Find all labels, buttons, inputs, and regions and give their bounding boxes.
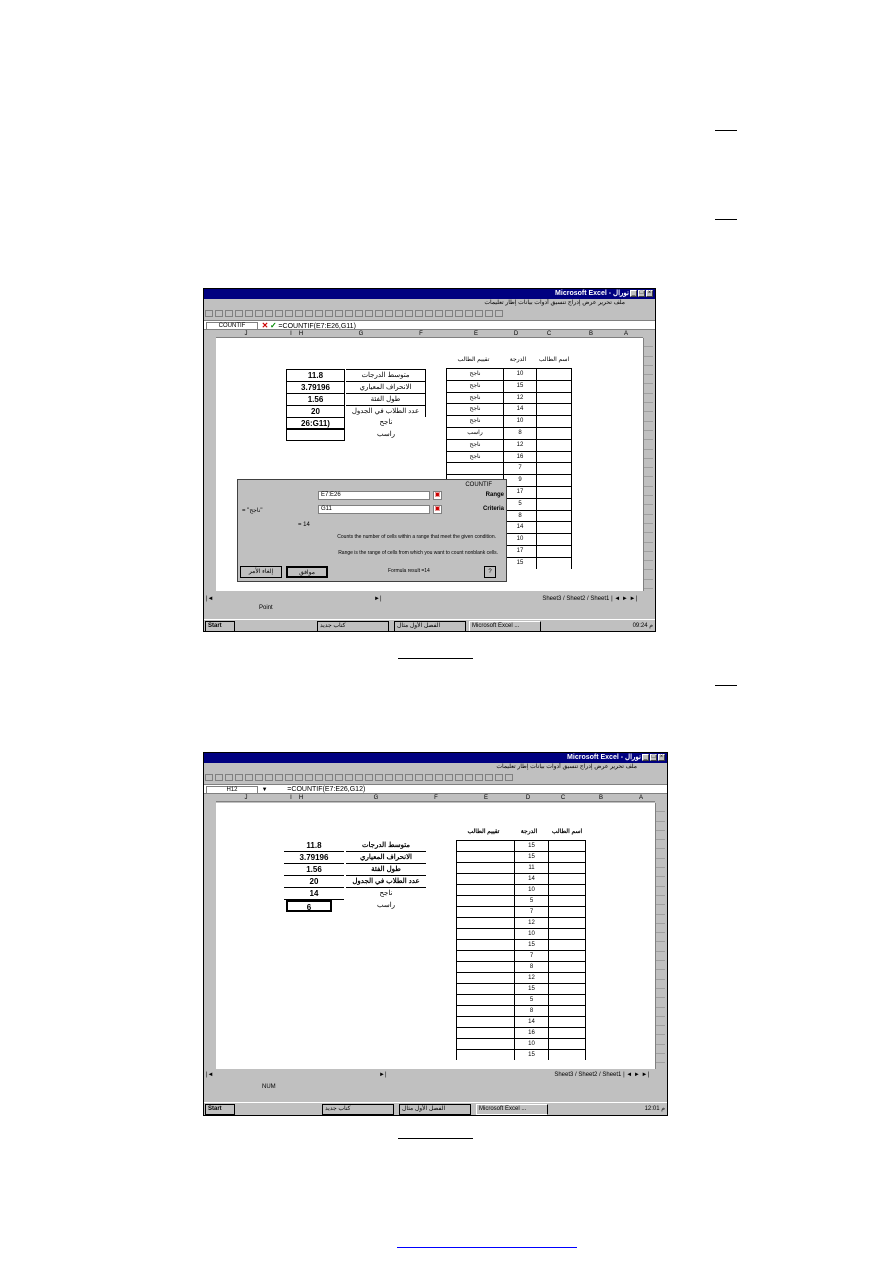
grade-cell[interactable]: 12 xyxy=(503,392,536,404)
row-number[interactable] xyxy=(644,450,653,459)
eval-cell[interactable]: ناجح xyxy=(446,439,503,451)
eval-cell[interactable] xyxy=(456,939,514,950)
ok-button[interactable]: موافق xyxy=(286,566,328,578)
stat-count[interactable]: 20 xyxy=(284,876,344,888)
formula-text[interactable]: =COUNTIF(E7:E26,G12) xyxy=(287,786,366,793)
title-bar: Microsoft Excel - نورال xyxy=(204,753,667,763)
row-number[interactable] xyxy=(644,580,653,589)
status-mode: Point xyxy=(259,605,273,611)
eval-cell[interactable]: ناجح xyxy=(446,368,503,380)
excel-window-1 xyxy=(203,288,656,632)
row-number[interactable] xyxy=(644,459,653,468)
grade-cell[interactable]: 15 xyxy=(514,851,548,862)
row-headers xyxy=(643,338,653,591)
name-cell[interactable] xyxy=(536,545,572,557)
eval-cell[interactable] xyxy=(446,462,503,474)
eval-cell[interactable]: ناجح xyxy=(446,451,503,463)
menu-bar[interactable]: ملف تحرير عرض إدراج تنسيق أدوات بيانات إطار تعليمات xyxy=(204,763,667,773)
stat-failed[interactable] xyxy=(286,429,345,441)
cancel-x-icon[interactable]: ✕ xyxy=(261,321,269,330)
table-row xyxy=(446,427,572,439)
name-cell[interactable] xyxy=(536,462,572,474)
eval-cell[interactable] xyxy=(456,972,514,983)
name-cell[interactable] xyxy=(548,873,586,884)
eval-cell[interactable] xyxy=(456,983,514,994)
table-row xyxy=(446,462,572,474)
grade-cell[interactable]: 5 xyxy=(503,498,536,510)
cancel-dialog-button[interactable]: إلغاء الأمر xyxy=(240,566,282,578)
status-bar xyxy=(204,604,655,613)
grade-cell[interactable]: 5 xyxy=(514,994,548,1005)
result-preview: = 14 xyxy=(298,522,310,528)
name-cell[interactable] xyxy=(548,1027,586,1038)
grade-cell[interactable]: 15 xyxy=(514,840,548,851)
row-number[interactable] xyxy=(656,1054,665,1063)
row-number[interactable] xyxy=(644,375,653,384)
grade-cell[interactable]: 15 xyxy=(514,983,548,994)
row-number[interactable] xyxy=(644,543,653,552)
stat-stdev[interactable]: 3.79196 xyxy=(284,852,344,864)
grade-cell[interactable]: 8 xyxy=(503,510,536,522)
grade-cell[interactable]: 10 xyxy=(503,415,536,427)
name-cell[interactable] xyxy=(548,939,586,950)
row-number[interactable] xyxy=(656,915,665,924)
table-row xyxy=(446,451,572,463)
status-num: NUM xyxy=(262,1084,276,1090)
grade-cell[interactable]: 8 xyxy=(514,1005,548,1016)
name-cell[interactable] xyxy=(536,451,572,463)
row-number[interactable] xyxy=(644,570,653,579)
range-collapse-icon[interactable]: ▣ xyxy=(434,492,441,498)
row-number[interactable] xyxy=(656,840,665,849)
row-number[interactable] xyxy=(644,524,653,533)
task-new-book[interactable]: كتاب جديد xyxy=(322,1104,394,1115)
row-number[interactable] xyxy=(644,394,653,403)
row-number[interactable] xyxy=(644,496,653,505)
grade-cell[interactable]: 12 xyxy=(514,972,548,983)
taskbar xyxy=(204,619,655,632)
dropdown-icon[interactable]: ▼ xyxy=(261,787,268,794)
dialog-function-name: COUNTIF xyxy=(465,482,492,488)
name-cell[interactable] xyxy=(548,950,586,961)
minimize-button[interactable]: _ xyxy=(631,290,636,296)
grade-cell[interactable]: 16 xyxy=(514,1027,548,1038)
grade-cell[interactable]: 15 xyxy=(514,1049,548,1060)
row-number[interactable] xyxy=(656,905,665,914)
name-cell[interactable] xyxy=(548,884,586,895)
name-box[interactable]: H12 xyxy=(206,786,258,794)
eval-cell[interactable]: ناجح xyxy=(446,380,503,392)
row-number[interactable] xyxy=(644,515,653,524)
grade-cell[interactable]: 16 xyxy=(503,451,536,463)
eval-cell[interactable] xyxy=(456,906,514,917)
table-row xyxy=(456,1049,586,1061)
criteria-result: = "ناجح" xyxy=(242,508,263,514)
row-number[interactable] xyxy=(656,924,665,933)
row-number[interactable] xyxy=(644,431,653,440)
grade-cell[interactable]: 5 xyxy=(514,895,548,906)
name-cell[interactable] xyxy=(536,427,572,439)
eval-cell[interactable] xyxy=(456,950,514,961)
name-cell[interactable] xyxy=(548,906,586,917)
eval-cell[interactable] xyxy=(456,928,514,939)
row-number[interactable] xyxy=(644,422,653,431)
sheet-tabs-scrollbar[interactable]: |◄ ►| Sheet3 / Sheet2 / Sheet1 | ◄ ► ►| xyxy=(204,595,655,604)
function-description: Counts the number of cells within a range that meet the given condition. xyxy=(337,534,496,540)
grade-cell[interactable]: 8 xyxy=(503,427,536,439)
name-cell[interactable] xyxy=(536,486,572,498)
row-number[interactable] xyxy=(644,357,653,366)
enter-check-icon[interactable]: ✓ xyxy=(270,321,277,330)
taskbar xyxy=(204,1102,667,1115)
eval-cell[interactable] xyxy=(456,862,514,873)
eval-cell[interactable] xyxy=(456,994,514,1005)
name-cell[interactable] xyxy=(548,851,586,862)
task-excel[interactable]: Microsoft Excel ... xyxy=(476,1104,548,1115)
sheet-tabs-scrollbar[interactable]: |◄ ►| Sheet3 / Sheet2 / Sheet1 | ◄ ► ►| xyxy=(204,1071,667,1080)
task-chapter[interactable]: الفصل الأول مثال xyxy=(394,621,466,632)
row-number[interactable] xyxy=(644,347,653,356)
label-count: عدد الطلاب في الجدول xyxy=(346,876,426,888)
close-button[interactable]: × xyxy=(659,754,664,760)
page-rule xyxy=(715,130,737,131)
range-description: Range is the range of cells from which you want to count nonblank cells. xyxy=(338,550,498,556)
row-number[interactable] xyxy=(656,998,665,1007)
grade-cell[interactable]: 7 xyxy=(514,906,548,917)
label-class-width: طول الفئة xyxy=(346,393,426,405)
grade-cell[interactable]: 7 xyxy=(503,462,536,474)
stat-mean[interactable]: 11.8 xyxy=(286,369,345,381)
table-row xyxy=(446,439,572,451)
grade-cell[interactable]: 10 xyxy=(514,928,548,939)
eval-cell[interactable]: ناجح xyxy=(446,403,503,415)
name-cell[interactable] xyxy=(548,840,586,851)
task-new-book[interactable]: كتاب جديد xyxy=(317,621,389,632)
label-failed: راسب xyxy=(376,902,396,909)
name-cell[interactable] xyxy=(548,862,586,873)
row-number[interactable] xyxy=(644,561,653,570)
row-number[interactable] xyxy=(656,952,665,961)
footer-link-rule[interactable] xyxy=(397,1247,577,1248)
row-number[interactable] xyxy=(656,896,665,905)
caption-rule xyxy=(398,658,473,659)
start-button[interactable]: Start xyxy=(205,621,235,632)
table-row xyxy=(446,403,572,415)
formula-bar xyxy=(204,784,667,794)
table-header: تقييم الطالب الدرجة اسم الطالب xyxy=(467,829,583,835)
stat-failed[interactable]: 6 xyxy=(286,900,332,912)
row-number[interactable] xyxy=(656,980,665,989)
grade-cell[interactable]: 14 xyxy=(514,873,548,884)
status-bar xyxy=(204,1083,667,1092)
page-rule xyxy=(715,219,737,220)
row-number[interactable] xyxy=(656,849,665,858)
eval-cell[interactable] xyxy=(456,840,514,851)
grade-cell[interactable]: 15 xyxy=(503,380,536,392)
grade-cell[interactable]: 9 xyxy=(503,474,536,486)
label-stdev: الانحراف المعياري xyxy=(346,852,426,864)
grade-cell[interactable]: 12 xyxy=(503,439,536,451)
help-button[interactable]: ? xyxy=(484,566,496,578)
row-number[interactable] xyxy=(656,822,665,831)
name-cell[interactable] xyxy=(548,994,586,1005)
eval-cell[interactable] xyxy=(456,1016,514,1027)
label-count: عدد الطلاب في الجدول xyxy=(346,405,426,417)
grade-cell[interactable]: 12 xyxy=(514,917,548,928)
table-row xyxy=(446,368,572,380)
column-headers: J I H G F E D C B A xyxy=(216,330,643,338)
eval-cell[interactable]: راسب xyxy=(446,427,503,439)
row-number[interactable] xyxy=(656,1045,665,1054)
eval-cell[interactable] xyxy=(456,895,514,906)
eval-cell[interactable] xyxy=(456,1038,514,1049)
grade-cell[interactable]: 17 xyxy=(503,486,536,498)
name-cell[interactable] xyxy=(536,403,572,415)
name-cell[interactable] xyxy=(548,1016,586,1027)
eval-cell[interactable]: ناجح xyxy=(446,415,503,427)
name-cell[interactable] xyxy=(536,474,572,486)
row-number[interactable] xyxy=(644,468,653,477)
grade-cell[interactable]: 14 xyxy=(503,403,536,415)
tray-clock: 12:01 م xyxy=(644,1106,665,1112)
title-bar: Microsoft Excel - نورال xyxy=(204,289,655,299)
eval-cell[interactable] xyxy=(456,873,514,884)
name-cell[interactable] xyxy=(548,972,586,983)
eval-cell[interactable] xyxy=(456,961,514,972)
name-cell[interactable] xyxy=(536,392,572,404)
name-cell[interactable] xyxy=(536,380,572,392)
row-number[interactable] xyxy=(656,831,665,840)
name-box[interactable]: COUNTIF xyxy=(206,322,258,330)
row-number[interactable] xyxy=(656,989,665,998)
grade-cell[interactable]: 14 xyxy=(503,521,536,533)
grade-cell[interactable]: 14 xyxy=(514,1016,548,1027)
row-number[interactable] xyxy=(656,1026,665,1035)
name-cell[interactable] xyxy=(536,368,572,380)
minimize-button[interactable]: _ xyxy=(643,754,648,760)
table-header: تقييم الطالب الدرجة اسم الطالب xyxy=(457,357,570,363)
grade-cell[interactable]: 17 xyxy=(503,545,536,557)
stat-count[interactable]: 20 xyxy=(286,405,345,417)
name-cell[interactable] xyxy=(548,895,586,906)
name-cell[interactable] xyxy=(548,917,586,928)
stat-class-width[interactable]: 1.56 xyxy=(284,864,344,876)
grade-cell[interactable]: 11 xyxy=(514,862,548,873)
row-number[interactable] xyxy=(656,859,665,868)
eval-cell[interactable] xyxy=(456,851,514,862)
row-number[interactable] xyxy=(656,812,665,821)
close-button[interactable]: × xyxy=(647,290,652,296)
row-number[interactable] xyxy=(656,1035,665,1044)
maximize-button[interactable]: □ xyxy=(639,290,644,296)
name-cell[interactable] xyxy=(548,1038,586,1049)
row-number[interactable] xyxy=(656,868,665,877)
formula-text[interactable]: =COUNTIF(E7:E26,G11) xyxy=(278,322,356,330)
name-cell[interactable] xyxy=(536,415,572,427)
caption-rule xyxy=(398,1138,473,1139)
grade-cell[interactable]: 15 xyxy=(514,939,548,950)
stat-mean[interactable]: 11.8 xyxy=(284,840,344,852)
row-number[interactable] xyxy=(644,533,653,542)
task-excel[interactable]: Microsoft Excel ... xyxy=(469,621,541,632)
label-stdev: الانحراف المعياري xyxy=(346,381,426,393)
name-cell[interactable] xyxy=(536,510,572,522)
formula-result: Formula result =14 xyxy=(388,568,430,574)
range-input[interactable]: E7:E26 xyxy=(318,491,430,500)
name-cell[interactable] xyxy=(536,498,572,510)
label-mean: متوسط الدرجات xyxy=(346,840,426,852)
row-number[interactable] xyxy=(644,505,653,514)
eval-cell[interactable] xyxy=(456,1027,514,1038)
row-number[interactable] xyxy=(644,384,653,393)
row-number[interactable] xyxy=(644,487,653,496)
grade-cell[interactable]: 10 xyxy=(503,368,536,380)
page-rule xyxy=(715,685,737,686)
eval-cell[interactable] xyxy=(456,917,514,928)
row-number[interactable] xyxy=(656,1008,665,1017)
label-passed: ناجح xyxy=(379,890,393,897)
standard-toolbar[interactable] xyxy=(204,773,667,784)
row-number[interactable] xyxy=(644,477,653,486)
countif-dialog xyxy=(237,479,507,582)
stat-class-width[interactable]: 1.56 xyxy=(286,393,345,405)
row-number[interactable] xyxy=(644,403,653,412)
grade-cell[interactable]: 10 xyxy=(514,884,548,895)
name-cell[interactable] xyxy=(536,557,572,569)
eval-cell[interactable]: ناجح xyxy=(446,392,503,404)
row-number[interactable] xyxy=(656,877,665,886)
criteria-input[interactable]: G11 xyxy=(318,505,430,514)
row-number[interactable] xyxy=(644,366,653,375)
row-number[interactable] xyxy=(644,338,653,347)
excel-window-2 xyxy=(203,752,668,1116)
table-row xyxy=(446,392,572,404)
row-number[interactable] xyxy=(656,803,665,812)
grade-cell[interactable]: 15 xyxy=(503,557,536,569)
sheet-area[interactable] xyxy=(216,803,655,1069)
row-number[interactable] xyxy=(656,887,665,896)
name-cell[interactable] xyxy=(536,533,572,545)
row-headers xyxy=(655,803,665,1069)
row-number[interactable] xyxy=(656,970,665,979)
name-cell[interactable] xyxy=(536,521,572,533)
stat-passed[interactable]: 14 xyxy=(284,888,344,900)
criteria-collapse-icon[interactable]: ▣ xyxy=(434,506,441,512)
grade-cell[interactable]: 8 xyxy=(514,961,548,972)
maximize-button[interactable]: □ xyxy=(651,754,656,760)
label-class-width: طول الفئة xyxy=(346,864,426,876)
label-passed: ناجح xyxy=(379,419,393,426)
row-number[interactable] xyxy=(656,942,665,951)
row-number[interactable] xyxy=(656,933,665,942)
grade-cell[interactable]: 10 xyxy=(514,1038,548,1049)
row-number[interactable] xyxy=(644,552,653,561)
table-row xyxy=(446,415,572,427)
criteria-label: Criteria xyxy=(482,506,504,512)
sheet-area[interactable] xyxy=(216,338,643,591)
tray-clock: 09:24 م xyxy=(632,623,653,629)
name-cell[interactable] xyxy=(548,983,586,994)
eval-cell[interactable] xyxy=(456,1005,514,1016)
name-cell[interactable] xyxy=(536,439,572,451)
start-button[interactable]: Start xyxy=(205,1104,235,1115)
table-row xyxy=(446,380,572,392)
menu-bar[interactable]: ملف تحرير عرض إدراج تنسيق أدوات بيانات إطار تعليمات xyxy=(204,299,655,309)
task-chapter[interactable]: الفصل الأول مثال xyxy=(399,1104,471,1115)
grade-cell[interactable]: 10 xyxy=(503,533,536,545)
stat-stdev[interactable]: 3.79196 xyxy=(286,381,345,393)
standard-toolbar[interactable] xyxy=(204,309,655,320)
name-cell[interactable] xyxy=(548,1049,586,1060)
eval-cell[interactable] xyxy=(456,884,514,895)
name-cell[interactable] xyxy=(548,928,586,939)
column-headers: J I H G F E D C B A xyxy=(216,794,655,802)
grade-cell[interactable]: 7 xyxy=(514,950,548,961)
row-number[interactable] xyxy=(644,412,653,421)
range-label: Range xyxy=(485,492,504,498)
label-mean: متوسط الدرجات xyxy=(346,369,426,381)
name-cell[interactable] xyxy=(548,961,586,972)
formula-bar xyxy=(204,320,655,330)
row-number[interactable] xyxy=(656,961,665,970)
label-failed: راسب xyxy=(376,431,396,438)
stat-passed[interactable]: 26:G11) xyxy=(286,417,345,429)
name-cell[interactable] xyxy=(548,1005,586,1016)
row-number[interactable] xyxy=(644,440,653,449)
eval-cell[interactable] xyxy=(456,1049,514,1060)
row-number[interactable] xyxy=(656,1017,665,1026)
